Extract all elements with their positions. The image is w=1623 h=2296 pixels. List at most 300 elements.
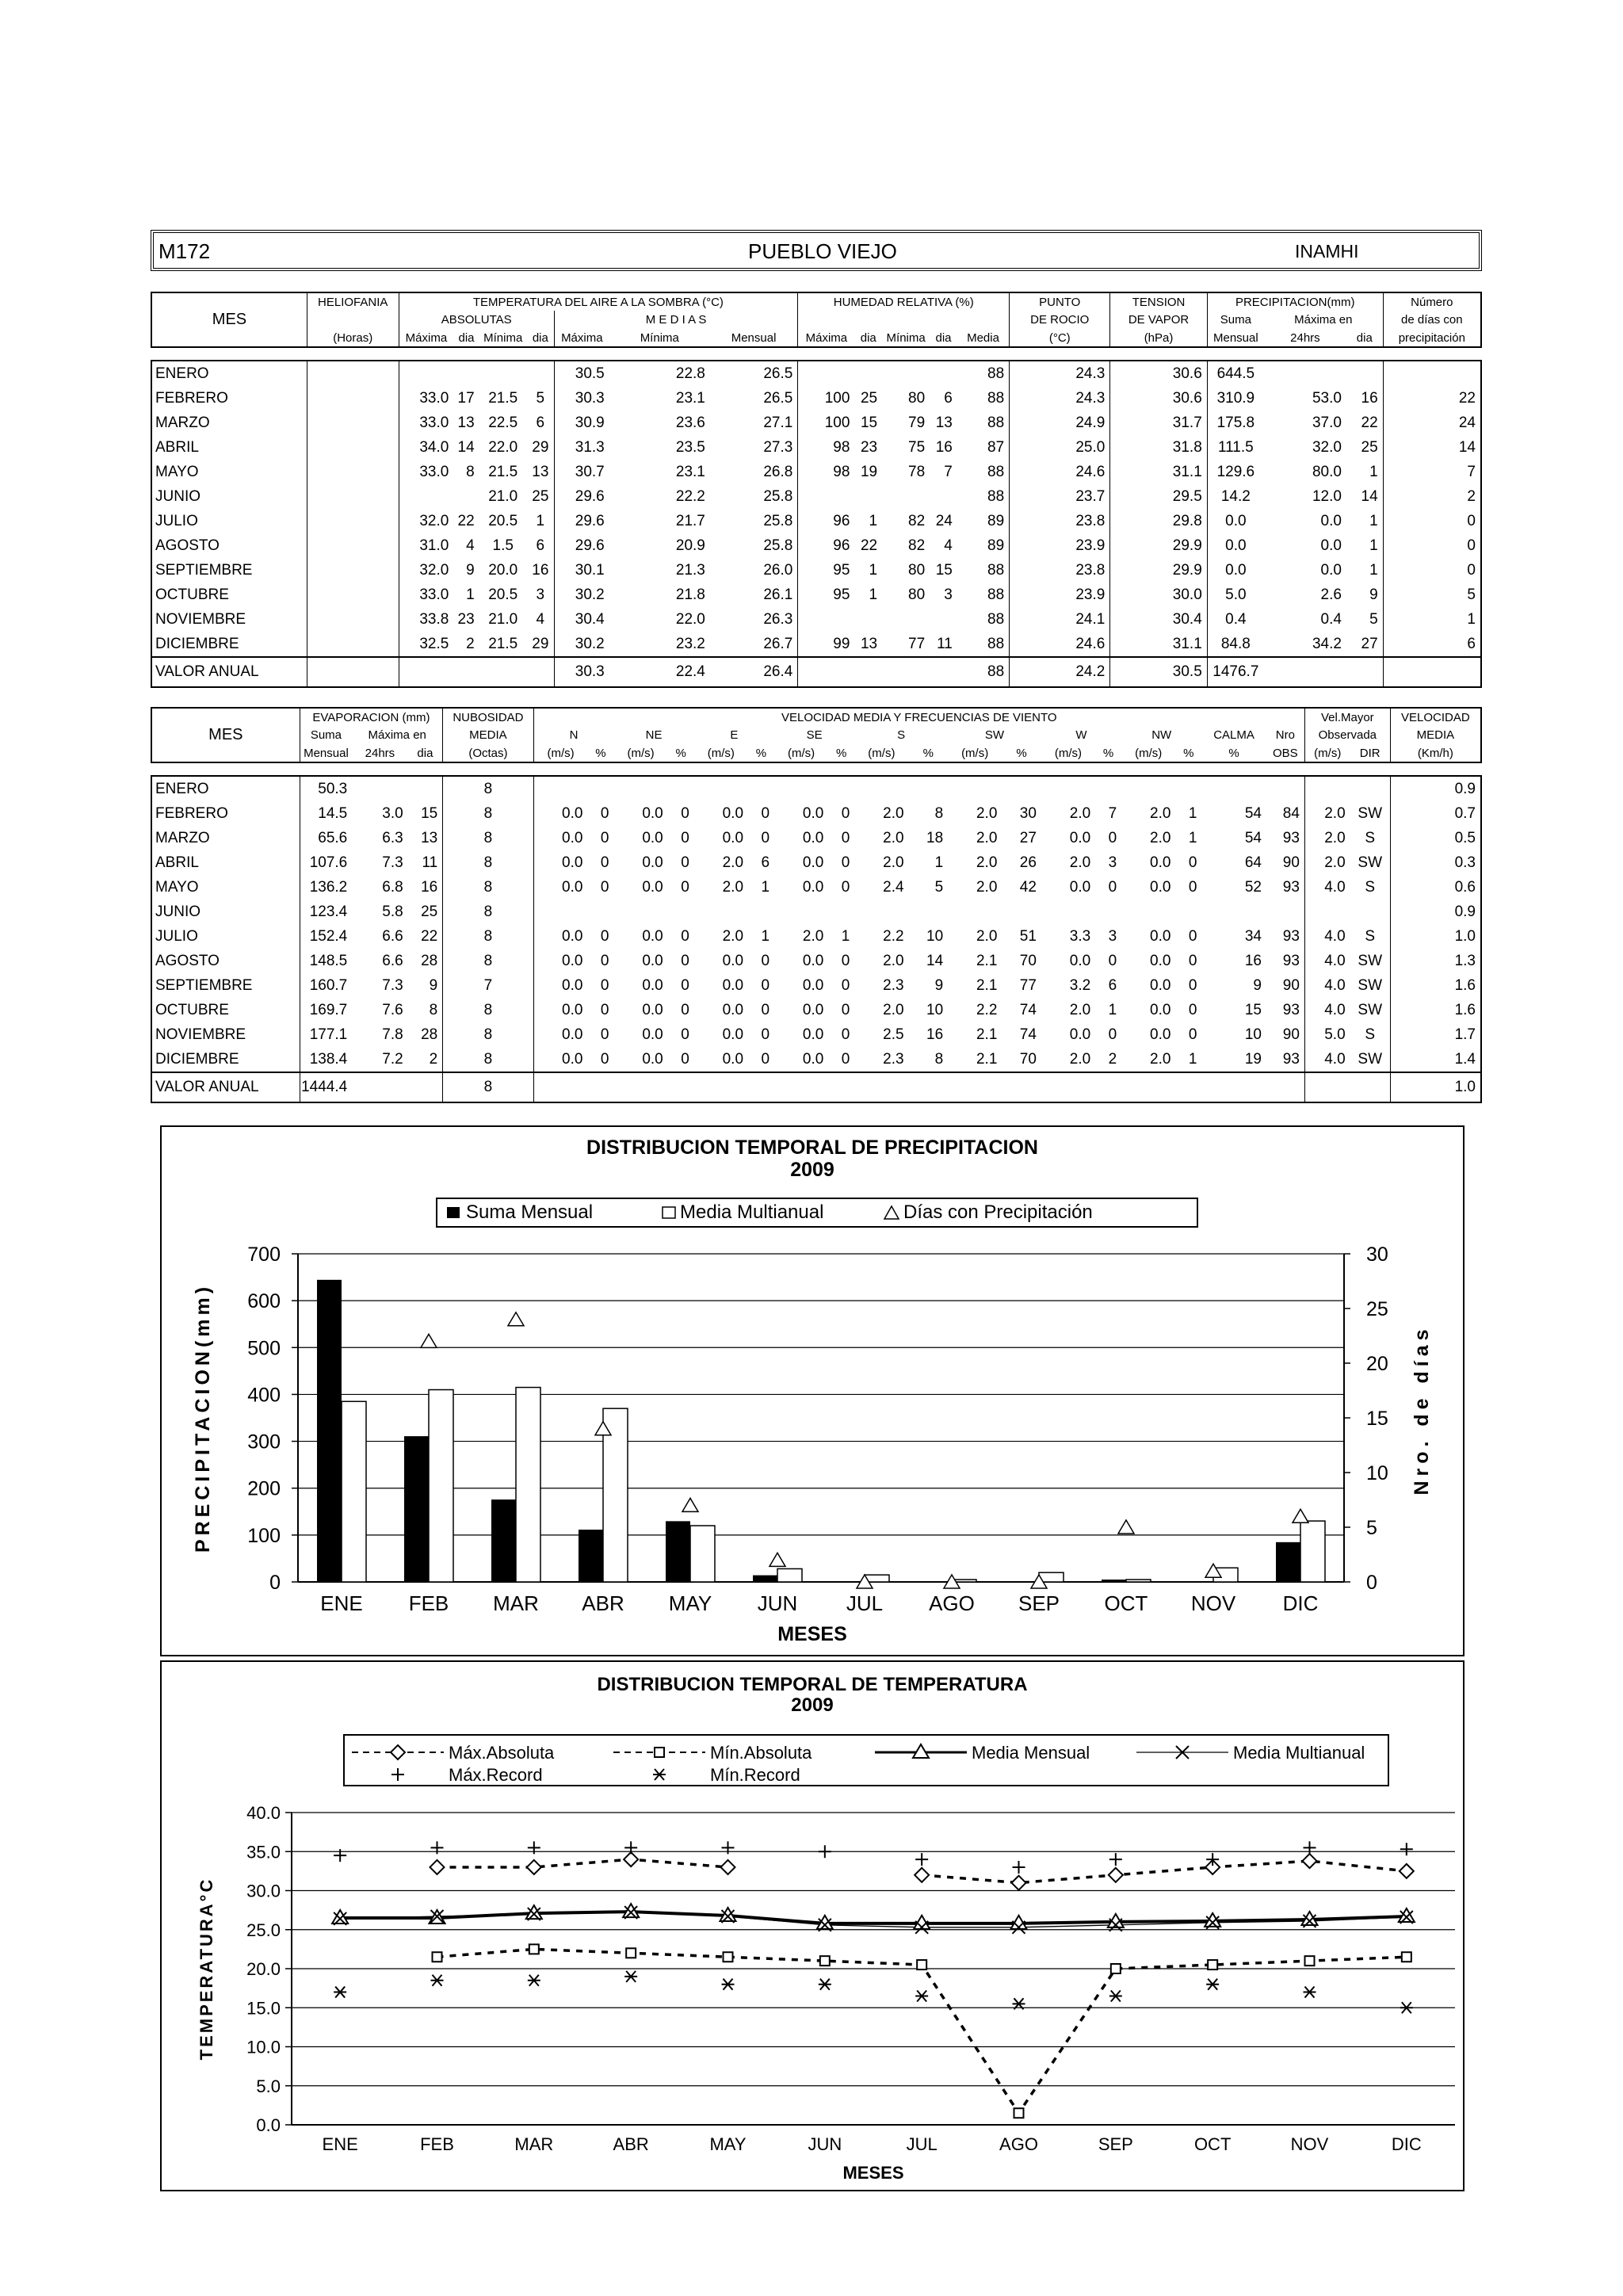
cell: 6.6 [382, 927, 403, 945]
cell: 23.1 [675, 389, 705, 407]
cell: 23.2 [675, 635, 705, 652]
cell [408, 1072, 443, 1102]
bar-suma-mensual [1102, 1580, 1126, 1582]
y2-tick-label: 25 [1366, 1298, 1388, 1320]
cell: 2.3 [883, 976, 904, 994]
legend-marker-suma [447, 1207, 460, 1218]
cell: 7.3 [382, 976, 403, 994]
annual-row [151, 1072, 1481, 1102]
cell [479, 657, 527, 687]
cell: 23 [860, 438, 878, 456]
y2-axis-label: Nro. de días [1411, 1324, 1433, 1496]
x-tick-label: AGO [929, 1591, 975, 1615]
chart-title: DISTRIBUCION TEMPORAL DE PRECIPITACION [586, 1137, 1038, 1159]
cell: 29 [532, 438, 549, 456]
cell [307, 607, 399, 632]
cell: 33.0 [399, 583, 453, 607]
cell [828, 776, 854, 801]
cell [614, 900, 668, 924]
month-label: ABRIL [155, 854, 199, 871]
vel-head: VELOCIDAD [1390, 708, 1481, 726]
cell: 24.3 [1010, 361, 1110, 386]
cell: 84 [1282, 804, 1300, 822]
cell: 175.8 [1207, 411, 1264, 435]
cell: 0 [600, 976, 609, 994]
cell [399, 484, 453, 509]
cell: 13 [532, 463, 549, 480]
marker-min-record [1109, 1990, 1122, 2001]
y2-tick-label: 5 [1366, 1517, 1377, 1539]
y-tick-label: 700 [247, 1244, 281, 1266]
table2-row [151, 900, 1481, 924]
marker-min-absoluta [917, 1960, 926, 1969]
cell [774, 1072, 828, 1102]
cell: 93 [1282, 1001, 1300, 1018]
cell [1304, 1072, 1350, 1102]
cell: 25.8 [763, 537, 793, 554]
wind-pct-head: % [1183, 746, 1194, 760]
cell: S [1365, 829, 1376, 846]
table2-body [151, 775, 1482, 1103]
cell: 32.0 [399, 509, 453, 533]
cell: 23.9 [1010, 533, 1110, 558]
cell [1095, 1072, 1121, 1102]
cell: 1 [536, 512, 545, 529]
month-label: SEPTIEMBRE [155, 976, 253, 994]
series-line [437, 1949, 1407, 2113]
y-tick-label: 30.0 [246, 1881, 281, 1901]
cell: 2.0 [976, 854, 998, 871]
cell: 26.8 [763, 463, 793, 480]
cell [307, 558, 399, 583]
cell: 2.0 [722, 878, 744, 896]
dir-nw-head: NW [1151, 728, 1172, 742]
cell [1266, 1072, 1304, 1102]
precip-24h-head: 24hrs [1290, 330, 1320, 345]
month-label: MARZO [155, 829, 210, 846]
cell: 0 [1108, 1026, 1117, 1043]
cell [533, 900, 587, 924]
marker-dias-precipitacion [421, 1334, 437, 1347]
cell: 0 [1383, 509, 1481, 533]
cell: 11 [937, 635, 953, 652]
cell: 5 [1383, 583, 1481, 607]
cell: 0 [761, 976, 770, 994]
cell: 20.0 [488, 561, 518, 579]
cell: 26.1 [763, 586, 793, 603]
cell: SW [1358, 854, 1383, 871]
table1-row [151, 509, 1481, 533]
cell: 80.0 [1312, 463, 1342, 480]
cell: SW [1358, 1050, 1383, 1068]
cell: 29.9 [1110, 558, 1207, 583]
cell: 28 [421, 1026, 438, 1043]
cell: 88 [987, 561, 1005, 579]
cell: 51 [1019, 927, 1037, 945]
cell: 30.9 [554, 411, 609, 435]
wind-ms-head: (m/s) [627, 746, 655, 760]
precip-dia-head: dia [1356, 330, 1373, 345]
table1-row [151, 607, 1481, 632]
cell: 14.2 [1207, 484, 1264, 509]
cell: 21.5 [488, 463, 518, 480]
cell: 13 [860, 635, 878, 652]
cell: 16 [926, 1026, 944, 1043]
y-tick-label: 10.0 [246, 2037, 281, 2057]
bar-suma-mensual [1276, 1542, 1300, 1582]
cell: 0.0 [1150, 878, 1171, 896]
num-head-3: precipitación [1383, 329, 1481, 347]
helio-unit: (Horas) [307, 329, 399, 347]
marker-max-record [624, 1841, 637, 1854]
table2-row [151, 973, 1481, 998]
cell: 2 [1108, 1050, 1117, 1068]
cell: 5 [1369, 610, 1378, 628]
cell [408, 776, 443, 801]
cell: 30.3 [554, 657, 609, 687]
temp-head: TEMPERATURA DEL AIRE A LA SOMBRA (°C) [399, 292, 798, 311]
cell: S [1365, 1026, 1376, 1043]
cell [909, 1072, 949, 1102]
table2-row [151, 850, 1481, 875]
cell: 70 [1019, 1050, 1037, 1068]
helio-head: HELIOFANIA [307, 292, 399, 311]
cell: 2.0 [1304, 801, 1350, 826]
cell: 23.9 [1010, 583, 1110, 607]
cell: 6 [1383, 632, 1481, 657]
cell: 93 [1282, 878, 1300, 896]
y2-tick-label: 15 [1366, 1408, 1388, 1430]
cell: 29.8 [1110, 509, 1207, 533]
legend-label: Mín.Absoluta [710, 1743, 812, 1763]
cell: SW [1358, 1001, 1383, 1018]
cell: 0 [761, 1001, 770, 1018]
cell: 21.7 [675, 512, 705, 529]
dir-n-head: N [533, 726, 613, 744]
cell [453, 484, 479, 509]
cell: 0.0 [642, 854, 663, 871]
evap-mensual-head: Mensual [300, 744, 352, 762]
temp-chart [162, 1662, 1463, 2190]
cell: 0.0 [802, 1026, 824, 1043]
cell [1175, 1072, 1201, 1102]
vapor-unit: (hPa) [1110, 329, 1207, 347]
cell: 0.9 [1390, 776, 1481, 801]
cell: 2.5 [883, 1026, 904, 1043]
cell: 30.4 [554, 607, 609, 632]
marker-max-record [431, 1841, 444, 1854]
cell: 0 [600, 829, 609, 846]
cell: 0.0 [533, 850, 587, 875]
cell: 1 [1383, 607, 1481, 632]
dir-ne-head: NE [645, 728, 663, 742]
cell [828, 900, 854, 924]
cell: 1.6 [1390, 973, 1481, 998]
marker-max-absoluta [1400, 1864, 1414, 1878]
cell: 88 [987, 463, 1005, 480]
bar-suma-mensual [666, 1521, 690, 1582]
cell [1264, 657, 1346, 687]
cell: 4.0 [1304, 1047, 1350, 1072]
cell: 9 [1369, 586, 1378, 603]
cell: 0.0 [533, 924, 587, 949]
marker-min-record [624, 1971, 637, 1982]
cell [1121, 900, 1175, 924]
cell: 2.3 [883, 1050, 904, 1068]
cell [930, 484, 957, 509]
bar-media-multianual [690, 1526, 715, 1582]
cell [307, 583, 399, 607]
cell: 77 [908, 635, 926, 652]
marker-min-record [334, 1987, 346, 1998]
observada-head: Observada [1304, 726, 1390, 744]
cell: 88 [987, 663, 1005, 680]
month-label: NOVIEMBRE [155, 1026, 246, 1043]
cell: 90 [1282, 1026, 1300, 1043]
cell: 8 [443, 949, 534, 973]
x-tick-label: DIC [1282, 1591, 1319, 1615]
cell [307, 411, 399, 435]
x-tick-label: FEB [408, 1591, 449, 1615]
wind-ms-head: (m/s) [1054, 746, 1082, 760]
cell: 24.2 [1010, 657, 1110, 687]
cell: 100 [798, 386, 855, 411]
bar-media-multianual [429, 1390, 453, 1582]
cell: 7 [1383, 460, 1481, 484]
cell: 2.0 [1069, 1050, 1091, 1068]
marker-max-record [819, 1845, 831, 1858]
cell: 0 [600, 952, 609, 969]
y-tick-label: 25.0 [246, 1920, 281, 1940]
table1-row [151, 558, 1481, 583]
cell: 22.8 [675, 365, 705, 382]
station-code: M172 [158, 239, 211, 263]
cell: 30.0 [1110, 583, 1207, 607]
calma-pct-head: % [1228, 746, 1239, 760]
cell: 0.0 [533, 973, 587, 998]
cell: 2.0 [1150, 804, 1171, 822]
cell: 30.1 [554, 558, 609, 583]
rocio-unit: (°C) [1010, 329, 1110, 347]
wind-ms-head: (m/s) [788, 746, 815, 760]
cell: 25 [532, 487, 549, 505]
cell: 21.3 [675, 561, 705, 579]
cell [1383, 657, 1481, 687]
cell: 11 [422, 854, 438, 871]
med-min-head: Mínima [640, 330, 679, 345]
cell: 0.3 [1390, 850, 1481, 875]
cell: 0 [761, 829, 770, 846]
cell: 0.4 [1207, 607, 1264, 632]
cell: 0 [681, 1050, 689, 1068]
table2-row [151, 776, 1481, 801]
x-tick-label: MAR [514, 2134, 554, 2154]
cell: 23.8 [1010, 509, 1110, 533]
cell: 152.4 [300, 924, 352, 949]
table2-row [151, 1047, 1481, 1072]
cell: 0.0 [722, 952, 744, 969]
cell: 22.5 [488, 414, 518, 431]
cell: 1 [841, 927, 850, 945]
cell: 33.0 [399, 411, 453, 435]
cell [668, 900, 694, 924]
cell: 75 [908, 438, 926, 456]
wind-pct-head: % [675, 746, 686, 760]
cell [587, 900, 613, 924]
month-label: FEBRERO [155, 389, 228, 407]
cell: 29.6 [554, 533, 609, 558]
cell [1095, 776, 1121, 801]
x-tick-label: FEB [420, 2134, 454, 2154]
cell: 15 [421, 804, 438, 822]
velmayor-head: Vel.Mayor [1304, 708, 1390, 726]
cell: 2.1 [976, 976, 998, 994]
cell [307, 509, 399, 533]
cell [527, 657, 555, 687]
y-tick-label: 600 [247, 1290, 281, 1313]
cell: 2.0 [883, 804, 904, 822]
cell: 19 [1244, 1050, 1262, 1068]
cell: 4.0 [1304, 924, 1350, 949]
bar-suma-mensual [491, 1499, 516, 1582]
cell: 0.0 [802, 1001, 824, 1018]
table2-row [151, 924, 1481, 949]
cell: 80 [908, 561, 926, 579]
cell: 4.0 [1304, 998, 1350, 1022]
cell: 30.6 [1110, 361, 1207, 386]
cell: 2.0 [976, 829, 998, 846]
cell: 160.7 [300, 973, 352, 998]
cell [694, 900, 748, 924]
cell: 84.8 [1207, 632, 1264, 657]
cell [1002, 776, 1041, 801]
cell: 96 [798, 533, 855, 558]
cell: S [1365, 878, 1376, 896]
cell: 23.8 [1010, 558, 1110, 583]
marker-dias-precipitacion [1118, 1520, 1134, 1534]
cell: 23.1 [675, 463, 705, 480]
cell: 0.0 [722, 829, 744, 846]
cell: 0.0 [1207, 509, 1264, 533]
cell: 1 [1188, 804, 1197, 822]
cell: 22 [421, 927, 438, 945]
cell: 14 [1383, 435, 1481, 460]
table2-row [151, 1022, 1481, 1047]
cell: 1 [869, 561, 878, 579]
cell: 22.0 [488, 438, 518, 456]
cell: 42 [1019, 878, 1037, 896]
cell: 0.6 [1390, 875, 1481, 900]
bar-media-multianual [777, 1568, 802, 1582]
cell [854, 657, 882, 687]
cell: 6.3 [382, 829, 403, 846]
med-mensual-head: Mensual [731, 330, 777, 345]
cell: 0.0 [1207, 558, 1264, 583]
cell: 21.0 [488, 487, 518, 505]
cell [352, 776, 407, 801]
cell: 0.0 [1069, 829, 1091, 846]
cell: 54 [1244, 829, 1262, 846]
cell [399, 657, 453, 687]
bar-suma-mensual [317, 1280, 342, 1582]
cell: 32.0 [399, 558, 453, 583]
cell: 4.0 [1304, 949, 1350, 973]
month-label: ENERO [155, 780, 209, 797]
cell: 30.7 [554, 460, 609, 484]
cell: 93 [1282, 1050, 1300, 1068]
station-name: PUEBLO VIEJO [748, 239, 897, 263]
cell [882, 484, 930, 509]
cell: 93 [1282, 952, 1300, 969]
cell: 30.5 [1110, 657, 1207, 687]
marker-min-absoluta [1402, 1952, 1411, 1962]
cell [307, 435, 399, 460]
cell: 0 [681, 976, 689, 994]
cell: 6.6 [382, 952, 403, 969]
x-tick-label: ENE [322, 2134, 358, 2154]
cell: 0 [681, 854, 689, 871]
bar-media-multianual [1300, 1521, 1325, 1582]
marker-max-absoluta [1012, 1876, 1026, 1890]
cell: 25 [1361, 438, 1378, 456]
hum-max-dia-head: dia [860, 330, 876, 345]
cell: 0 [841, 829, 850, 846]
cell: 16 [1244, 952, 1262, 969]
cell: 7.2 [382, 1050, 403, 1068]
cell: 33.0 [399, 460, 453, 484]
wind-pct-head: % [755, 746, 767, 760]
cell: 0.0 [1150, 927, 1171, 945]
marker-max-absoluta [430, 1860, 445, 1874]
cell: SW [1358, 952, 1383, 969]
marker-max-absoluta [915, 1868, 929, 1882]
cell: 0.0 [642, 1001, 663, 1018]
cell: 8 [443, 1072, 534, 1102]
cell [1202, 900, 1266, 924]
legend-label: Suma Mensual [466, 1201, 594, 1223]
x-tick-label: ABR [613, 2134, 649, 2154]
month-label: ENERO [155, 365, 209, 382]
cell [854, 607, 882, 632]
cell: 30.2 [554, 583, 609, 607]
month-label: AGOSTO [155, 537, 220, 554]
cell: 136.2 [300, 875, 352, 900]
marker-max-record [915, 1853, 928, 1866]
cell: 96 [798, 509, 855, 533]
cell: 1 [1369, 463, 1378, 480]
cell: 30.2 [554, 632, 609, 657]
station-header [151, 230, 1482, 271]
cell [854, 484, 882, 509]
cell: 0 [1188, 1001, 1197, 1018]
table1-row [151, 386, 1481, 411]
cell: 0 [681, 1001, 689, 1018]
cell: SW [1358, 976, 1383, 994]
month-label: FEBRERO [155, 804, 228, 822]
cell: 0 [761, 1050, 770, 1068]
agency-name: INAMHI [1295, 241, 1359, 262]
cell: 0 [681, 927, 689, 945]
cell [1304, 900, 1350, 924]
cell: 0.0 [533, 1047, 587, 1072]
cell: 148.5 [300, 949, 352, 973]
marker-min-record [915, 1990, 928, 2001]
month-label: JUNIO [155, 487, 200, 505]
rocio-head: PUNTO [1010, 292, 1110, 311]
cell: 24.3 [1010, 386, 1110, 411]
cell: 2.0 [722, 927, 744, 945]
cell: 0.0 [1150, 976, 1171, 994]
